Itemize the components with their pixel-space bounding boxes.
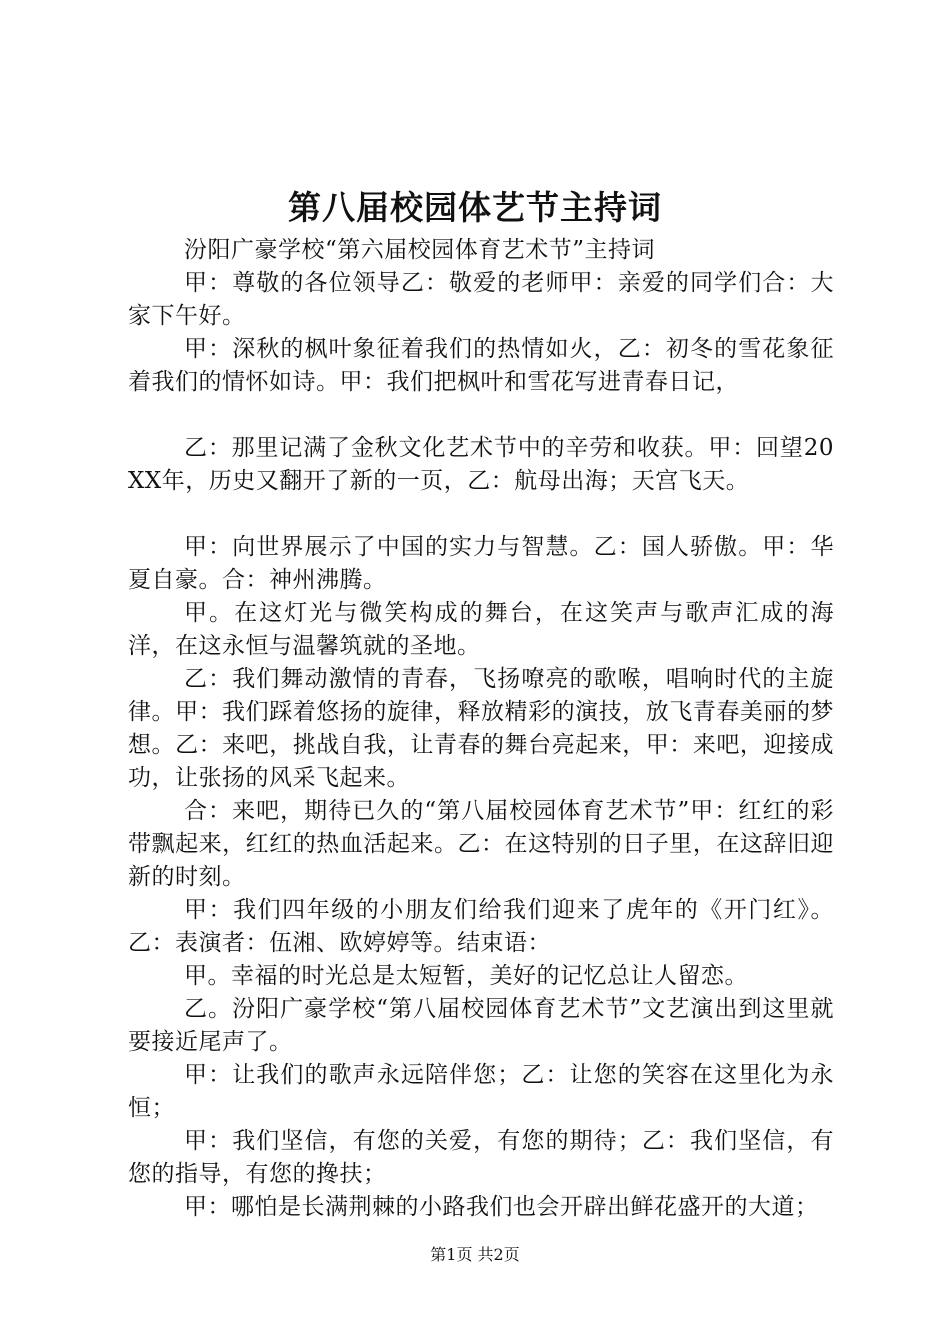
paragraph: 甲：尊敬的各位领导乙：敬爱的老师甲：亲爱的同学们合：大家下午好。: [128, 270, 834, 329]
document-body: [128, 234, 834, 1224]
document-title: 第八届校园体艺节主持词: [288, 188, 662, 227]
paragraph: 合：来吧，期待已久的“第八届校园体育艺术节”甲：红红的彩带飘起来，红红的热血活起来。乙：在这特别的日子里，在这辞旧迎新的时刻。: [128, 798, 834, 890]
paragraph: 乙。汾阳广豪学校“第八届校园体育艺术节”文艺演出到这里就要接近尾声了。: [128, 996, 834, 1055]
paragraph: 甲。在这灯光与微笑构成的舞台，在这笑声与歌声汇成的海洋，在这永恒与温馨筑就的圣地。: [128, 600, 834, 659]
paragraph: 甲：深秋的枫叶象征着我们的热情如火，乙：初冬的雪花象征着我们的情怀如诗。甲：我们把枫叶和雪花写进青春日记，: [128, 336, 834, 395]
paragraph: 甲：哪怕是长满荆棘的小路我们也会开辟出鲜花盛开的大道；: [184, 1194, 819, 1220]
paragraph: 甲：我们四年级的小朋友们给我们迎来了虎年的《开门红》。乙：表演者：伍湘、欧婷婷等。结束语：: [128, 897, 834, 956]
page-footer: 第1页 共2页: [430, 1245, 520, 1264]
paragraph: 甲：我们坚信，有您的关爱，有您的期待；乙：我们坚信，有您的指导，有您的搀扶；: [128, 1128, 834, 1187]
paragraph: 甲：让我们的歌声永远陪伴您；乙：让您的笑容在这里化为永恒；: [128, 1062, 834, 1121]
paragraph: 乙：那里记满了金秋文化艺术节中的辛劳和收获。甲：回望20XX年，历史又翻开了新的一页，乙：航母出海；天宫飞天。: [128, 435, 834, 494]
paragraph: 汾阳广豪学校“第六届校园体育艺术节”主持词: [184, 237, 656, 263]
paragraph: 乙：我们舞动激情的青春，飞扬嘹亮的歌喉，唱响时代的主旋律。甲：我们踩着悠扬的旋律，释放精彩的演技，放飞青春美丽的梦想。乙：来吧，挑战自我，让青春的舞台亮起来，甲：来吧，迎接成功，让张扬的风采飞起来。: [128, 666, 834, 791]
paragraph: 甲：向世界展示了中国的实力与智慧。乙：国人骄傲。甲：华夏自豪。合：神州沸腾。: [128, 534, 834, 593]
paragraph: 甲。幸福的时光总是太短暂，美好的记忆总让人留恋。: [184, 963, 748, 989]
